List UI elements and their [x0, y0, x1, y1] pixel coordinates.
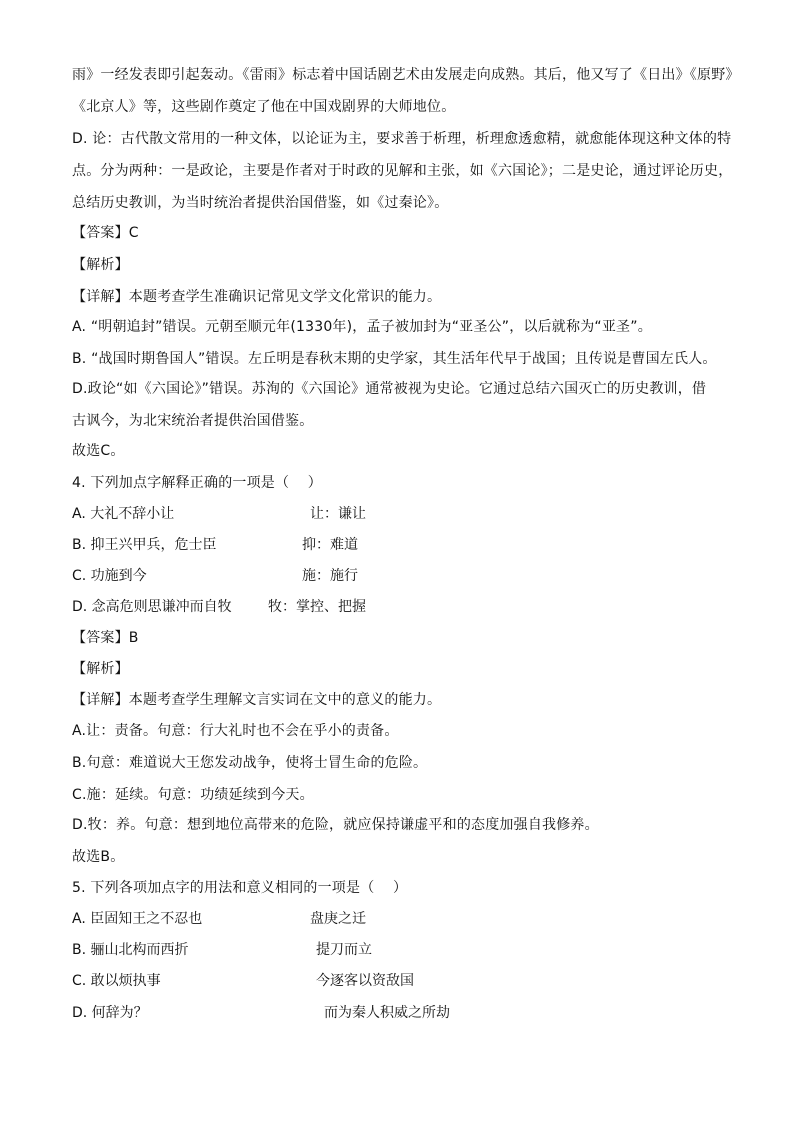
paragraph-line: 《北京人》等，这些剧作奠定了他在中国戏剧界的大师地位。: [72, 99, 456, 115]
detail-line: B.句意：难道说大王您发动战争，使将士冒生命的危险。: [72, 755, 428, 771]
q4-option-a-gloss: 让：谦让: [310, 506, 366, 522]
q4-option-a: A. 大礼不辞小让: [72, 506, 175, 522]
q4-option-c: C. 功施到今: [72, 568, 147, 584]
detail-line: A.让：责备。句意：行大礼时也不会在乎小的责备。: [72, 723, 399, 739]
conclusion-line: 故选B。: [72, 849, 125, 865]
analysis-label: 【解析】: [72, 257, 129, 273]
q5-option-c: C. 敢以烦执事: [72, 973, 161, 989]
answer-label: 【答案】B: [72, 630, 139, 646]
question-4-stem: 4. 下列加点字解释正确的一项是（ ）: [72, 475, 323, 491]
detail-line: C.施：延续。句意：功绩延续到今天。: [72, 787, 314, 803]
detail-line: D.政论“如《六国论》”错误。苏洵的《六国论》通常被视为史论。它通过总结六国灭亡的历史教训，借: [72, 381, 707, 397]
detail-line: A. “明朝追封”错误。元朝至顺元年(1330年)，孟子被加封为“亚圣公”，以后就称为“亚圣”。: [72, 319, 652, 335]
detail-line: 古讽今，为北宋统治者提供治国借鉴。: [72, 413, 314, 429]
q5-option-a-pair: 盘庚之迁: [310, 911, 366, 927]
paragraph-line: D. 论：古代散文常用的一种文体，以论证为主，要求善于析理，析理愈透愈精，就愈能体现这种文体的特: [72, 131, 732, 147]
detail-line: 【详解】本题考查学生理解文言实词在文中的意义的能力。: [72, 692, 442, 708]
detail-line: 【详解】本题考查学生准确识记常见文学文化常识的能力。: [72, 289, 442, 305]
paragraph-line: 总结历史教训，为当时统治者提供治国借鉴，如《过秦论》。: [72, 195, 449, 211]
q5-option-c-pair: 今逐客以资敌国: [316, 973, 414, 989]
q5-option-a: A. 臣固知王之不忍也: [72, 911, 203, 927]
detail-line: D.牧：养。句意：想到地位高带来的危险，就应保持谦虚平和的态度加强自我修养。: [72, 817, 599, 833]
q4-option-b-gloss: 抑：难道: [302, 537, 358, 553]
q5-option-d-pair: 而为秦人积威之所劫: [324, 1005, 450, 1021]
q5-option-b: B. 骊山北构而西折: [72, 942, 189, 958]
q5-option-b-pair: 提刀而立: [316, 942, 372, 958]
q4-option-b: B. 抑王兴甲兵，危士臣: [72, 537, 217, 553]
q4-option-d: D. 念高危则思谦冲而自牧: [72, 599, 232, 615]
detail-line: B. “战国时期鲁国人”错误。左丘明是春秋末期的史学家，其生活年代早于战国；且传说是曹国左氏人。: [72, 351, 717, 367]
analysis-label: 【解析】: [72, 661, 129, 677]
paragraph-line: 雨》一经发表即引起轰动。《雷雨》标志着中国话剧艺术由发展走向成熟。其后，他又写了《日出》《原野》: [72, 67, 740, 83]
question-5-stem: 5. 下列各项加点字的用法和意义相同的一项是（ ）: [72, 880, 408, 896]
q5-option-d: D. 何辞为？: [72, 1005, 148, 1021]
paragraph-line: 点。分为两种：一是政论，主要是作者对于时政的见解和主张，如《六国论》；二是史论，通过评论历史，: [72, 163, 733, 179]
q4-option-c-gloss: 施：施行: [302, 568, 358, 584]
answer-label: 【答案】C: [72, 225, 139, 241]
q4-option-d-gloss: 牧：掌控、把握: [268, 599, 366, 615]
conclusion-line: 故选C。: [72, 443, 125, 459]
